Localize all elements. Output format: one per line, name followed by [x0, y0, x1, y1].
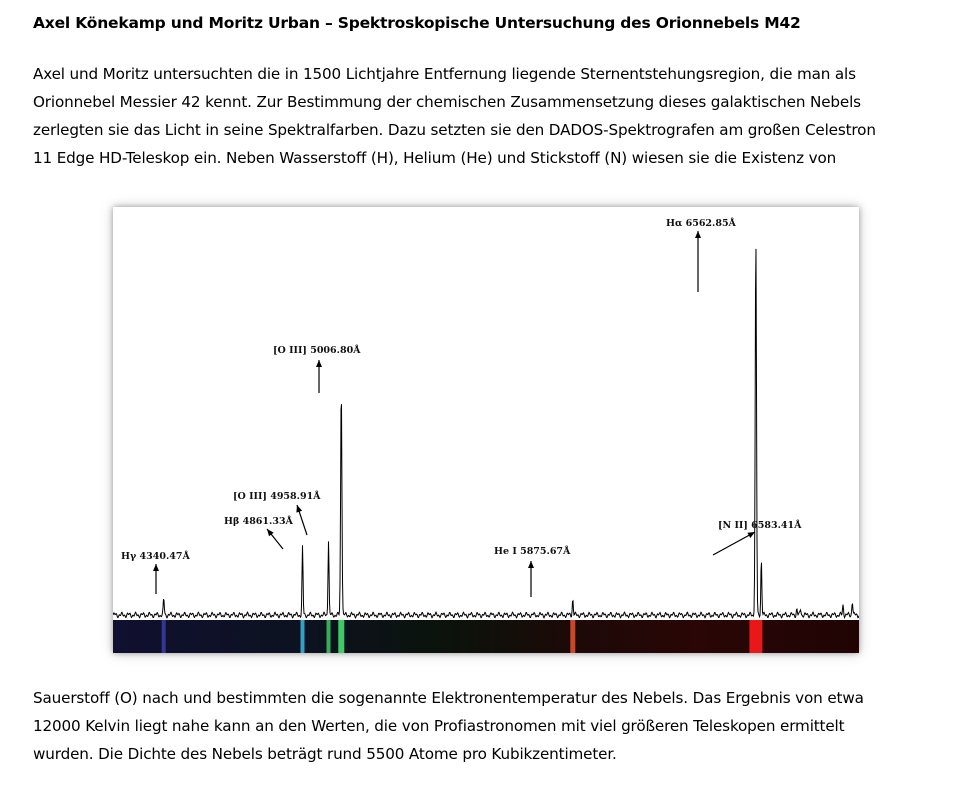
- paragraph-line: Orionnebel Messier 42 kennt. Zur Bestimmung der chemischen Zusammensetzung dieses galaktischen Nebels: [33, 93, 861, 111]
- paragraph-line: Sauerstoff (O) nach und bestimmten die sogenannte Elektronentemperatur des Nebels. Das Ergebnis von etwa: [33, 689, 864, 707]
- document-title: Axel Könekamp und Moritz Urban – Spektroskopische Untersuchung des Orionnebels M42: [33, 14, 801, 32]
- line-label: Hβ 4861.33Å: [224, 516, 293, 527]
- label-arrow: [713, 532, 755, 555]
- paragraph-line: wurden. Die Dichte des Nebels beträgt rund 5500 Atome pro Kubikzentimeter.: [33, 745, 617, 763]
- strip-emission-line: [749, 620, 762, 653]
- line-label: Hγ 4340.47Å: [121, 551, 190, 562]
- arrowhead: [316, 360, 322, 367]
- line-label: He I 5875.67Å: [494, 546, 571, 557]
- arrowhead: [153, 564, 159, 571]
- strip-emission-line: [570, 620, 575, 653]
- paragraph-line: 12000 Kelvin liegt nahe kann an den Werten, die von Profiastronomen mit viel größeren Teleskopen ermittelt: [33, 717, 845, 735]
- paragraph-line: Axel und Moritz untersuchten die in 1500 Lichtjahre Entfernung liegende Sternentstehungsregion, die man als: [33, 65, 856, 83]
- arrowhead: [296, 505, 302, 513]
- line-label: Hα 6562.85Å: [666, 218, 736, 229]
- spectrum-figure: [113, 207, 859, 653]
- spectrum-chart: [113, 207, 859, 653]
- spectrum-curve: [113, 249, 859, 618]
- arrowhead: [528, 561, 534, 568]
- strip-emission-line: [327, 620, 331, 653]
- paragraph-line: zerlegten sie das Licht in seine Spektralfarben. Dazu setzten sie den DADOS-Spektrografen am großen Celestron: [33, 121, 876, 139]
- conclusion-paragraph: [33, 684, 943, 768]
- paragraph-line: 11 Edge HD-Teleskop ein. Neben Wasserstoff (H), Helium (He) und Stickstoff (N) wiesen sie die Existenz von: [33, 149, 837, 167]
- line-label: [O III] 4958.91Å: [233, 491, 321, 502]
- line-label: [O III] 5006.80Å: [273, 345, 361, 356]
- strip-background: [113, 620, 859, 653]
- arrowhead: [695, 231, 701, 238]
- intro-paragraph: [33, 60, 943, 172]
- strip-emission-line: [338, 620, 344, 653]
- line-label: [N II] 6583.41Å: [718, 520, 802, 531]
- strip-emission-line: [162, 620, 166, 653]
- strip-emission-line: [301, 620, 305, 653]
- spectrum-color-strip: [113, 620, 859, 653]
